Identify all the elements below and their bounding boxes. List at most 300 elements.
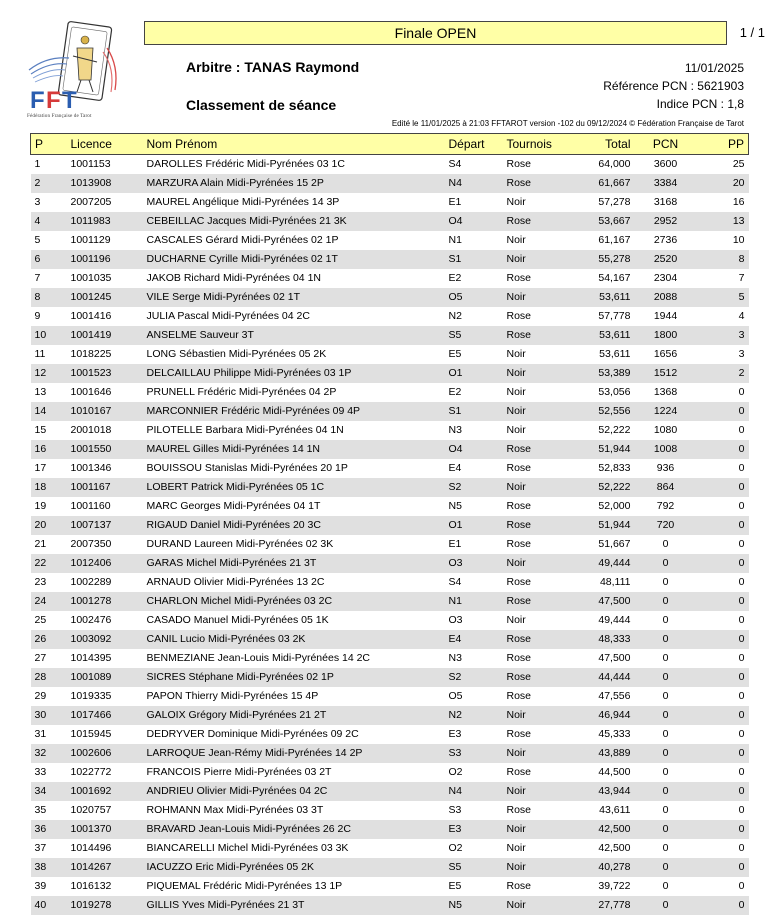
- cell-pp: 0: [738, 842, 745, 854]
- cell-pcn: 0: [662, 823, 669, 835]
- cell-position: 30: [34, 709, 47, 721]
- cell-depart: E4: [448, 462, 462, 474]
- cell-pp: 0: [738, 690, 745, 702]
- cell-depart: O4: [448, 215, 463, 227]
- cell-tournois: Noir: [506, 481, 526, 493]
- table-row: [31, 725, 749, 744]
- cell-tournois: Noir: [506, 823, 526, 835]
- classement-heading: Classement de séance: [186, 97, 337, 113]
- cell-position: 25: [34, 614, 47, 626]
- cell-position: 14: [34, 405, 47, 417]
- fftarot-logo: [27, 18, 125, 124]
- cell-position: 15: [34, 424, 47, 436]
- cell-pcn: 0: [662, 880, 669, 892]
- cell-depart: E3: [448, 823, 462, 835]
- cell-pp: 0: [738, 557, 745, 569]
- cell-total: 47,500: [598, 595, 631, 607]
- cell-total: 48,111: [599, 576, 631, 588]
- cell-total: 61,667: [598, 177, 631, 189]
- cell-tournois: Noir: [506, 291, 526, 303]
- cell-depart: E3: [448, 728, 462, 740]
- cell-licence: 1001370: [70, 823, 112, 835]
- table-row: [31, 687, 749, 706]
- cell-position: 3: [34, 196, 41, 208]
- cell-total: 47,556: [598, 690, 631, 702]
- cell-licence: 1001160: [70, 500, 111, 512]
- cell-pp: 0: [738, 595, 745, 607]
- cell-pp: 0: [738, 462, 745, 474]
- cell-tournois: Noir: [506, 424, 526, 436]
- cell-total: 52,222: [598, 424, 631, 436]
- cell-total: 52,222: [598, 481, 631, 493]
- cell-licence: 1001245: [70, 291, 112, 303]
- table-row: [31, 706, 749, 725]
- cell-name: GILLIS Yves Midi-Pyrénées 21 3T: [146, 899, 305, 911]
- cell-name: MARCONNIER Frédéric Midi-Pyrénées 09 4P: [146, 405, 361, 417]
- cell-position: 37: [34, 842, 47, 854]
- cell-total: 52,833: [598, 462, 631, 474]
- cell-name: CEBEILLAC Jacques Midi-Pyrénées 21 3K: [146, 215, 347, 227]
- cell-depart: S2: [448, 481, 462, 493]
- cell-pcn: 1512: [653, 367, 678, 379]
- cell-total: 57,278: [598, 196, 631, 208]
- cell-depart: S3: [448, 804, 462, 816]
- cell-depart: O4: [448, 443, 463, 455]
- cell-position: 7: [34, 272, 41, 284]
- cell-name: DURAND Laureen Midi-Pyrénées 02 3K: [146, 538, 334, 550]
- table-row: [31, 535, 749, 554]
- col-header-pcn: PCN: [635, 134, 697, 155]
- cell-name: CASCALES Gérard Midi-Pyrénées 02 1P: [146, 234, 339, 246]
- table-row: [31, 459, 749, 478]
- cell-pp: 0: [738, 519, 745, 531]
- cell-total: 47,500: [598, 652, 631, 664]
- cell-tournois: Rose: [506, 576, 532, 588]
- table-row: [31, 820, 749, 839]
- cell-name: LONG Sébastien Midi-Pyrénées 05 2K: [146, 348, 327, 360]
- cell-position: 17: [34, 462, 47, 474]
- cell-total: 51,944: [598, 443, 631, 455]
- cell-pcn: 864: [656, 481, 675, 493]
- cell-pp: 0: [738, 443, 745, 455]
- cell-pp: 0: [738, 671, 745, 683]
- cell-position: 4: [34, 215, 41, 227]
- cell-licence: 1001646: [70, 386, 112, 398]
- cell-pp: 0: [738, 861, 745, 873]
- cell-total: 57,778: [598, 310, 631, 322]
- table-row: [31, 782, 749, 801]
- cell-pcn: 792: [656, 500, 675, 512]
- cell-pp: 13: [732, 215, 745, 227]
- arbitre-line: Arbitre : TANAS Raymond: [186, 59, 360, 75]
- cell-pcn: 720: [656, 519, 675, 531]
- cell-position: 1: [34, 158, 41, 171]
- cell-licence: 1001550: [70, 443, 112, 455]
- cell-tournois: Noir: [506, 348, 526, 360]
- cell-depart: S5: [448, 861, 462, 873]
- cell-total: 64,000: [598, 158, 631, 171]
- cell-licence: 1001692: [70, 785, 112, 797]
- cell-depart: N2: [448, 709, 462, 721]
- cell-depart: N1: [448, 234, 462, 246]
- cell-depart: E5: [448, 880, 462, 892]
- cell-licence: 1013908: [70, 177, 112, 189]
- table-row: [31, 345, 749, 364]
- cell-name: PILOTELLE Barbara Midi-Pyrénées 04 1N: [146, 424, 344, 436]
- cell-position: 12: [34, 367, 47, 379]
- cell-total: 49,444: [598, 614, 631, 626]
- cell-pcn: 0: [662, 671, 669, 683]
- cell-tournois: Rose: [506, 652, 532, 664]
- cell-pp: 10: [732, 234, 745, 246]
- cell-total: 53,056: [598, 386, 631, 398]
- cell-pcn: 1800: [653, 329, 678, 341]
- cell-pcn: 0: [662, 804, 669, 816]
- cell-depart: O5: [448, 690, 463, 702]
- cell-licence: 1001196: [70, 253, 111, 265]
- cell-pp: 16: [732, 196, 745, 208]
- cell-licence: 2001018: [70, 424, 112, 436]
- cell-name: MAUREL Angélique Midi-Pyrénées 14 3P: [146, 196, 340, 208]
- cell-name: VILE Serge Midi-Pyrénées 02 1T: [146, 291, 300, 303]
- cell-pp: 0: [738, 424, 745, 436]
- cell-depart: O2: [448, 842, 463, 854]
- table-row: [31, 288, 749, 307]
- cell-licence: 1001167: [70, 481, 111, 493]
- cell-position: 18: [34, 481, 47, 493]
- cell-position: 2: [34, 177, 41, 189]
- table-row: [31, 478, 749, 497]
- cell-depart: N1: [448, 595, 462, 607]
- cell-tournois: Rose: [506, 310, 532, 322]
- table-row: [31, 592, 749, 611]
- cell-licence: 1001089: [70, 671, 112, 683]
- cell-tournois: Noir: [506, 234, 526, 246]
- cell-position: 19: [34, 500, 47, 512]
- cell-pcn: 2304: [653, 272, 678, 284]
- col-header-total: Total: [563, 134, 635, 155]
- cell-depart: N4: [448, 785, 462, 797]
- cell-licence: 1014496: [70, 842, 112, 854]
- cell-tournois: Noir: [506, 861, 526, 873]
- cell-licence: 1001129: [70, 234, 111, 246]
- table-row: [31, 763, 749, 782]
- cell-name: ROHMANN Max Midi-Pyrénées 03 3T: [146, 804, 324, 816]
- cell-licence: 1014395: [70, 652, 112, 664]
- cell-depart: E2: [448, 272, 462, 284]
- cell-licence: 1020757: [70, 804, 112, 816]
- cell-pp: 2: [738, 367, 745, 379]
- cell-pp: 0: [738, 823, 745, 835]
- cell-tournois: Noir: [506, 899, 526, 911]
- cell-depart: O3: [448, 614, 463, 626]
- cell-licence: 1003092: [70, 633, 112, 645]
- cell-pcn: 0: [662, 557, 669, 569]
- cell-total: 45,333: [598, 728, 631, 740]
- table-row: [31, 744, 749, 763]
- cell-licence: 1001523: [70, 367, 112, 379]
- cell-licence: 1022772: [70, 766, 112, 778]
- cell-tournois: Noir: [506, 405, 526, 417]
- cell-pcn: 0: [662, 766, 669, 778]
- cell-depart: O5: [448, 291, 463, 303]
- cell-name: LARROQUE Jean-Rémy Midi-Pyrénées 14 2P: [146, 747, 363, 759]
- cell-pcn: 0: [662, 614, 669, 626]
- cell-depart: E2: [448, 386, 462, 398]
- cell-tournois: Rose: [506, 500, 532, 512]
- cell-licence: 1001035: [70, 272, 112, 284]
- cell-depart: E1: [448, 196, 462, 208]
- cell-position: 8: [34, 291, 41, 303]
- cell-pcn: 1368: [653, 386, 678, 398]
- cell-name: RIGAUD Daniel Midi-Pyrénées 20 3C: [146, 519, 321, 531]
- cell-name: BOUISSOU Stanislas Midi-Pyrénées 20 1P: [146, 462, 348, 474]
- table-row: [31, 839, 749, 858]
- table-row: [31, 611, 749, 630]
- cell-position: 5: [34, 234, 41, 246]
- cell-pcn: 0: [662, 595, 669, 607]
- table-row: [31, 497, 749, 516]
- cell-position: 35: [34, 804, 47, 816]
- cell-licence: 1001419: [70, 329, 112, 341]
- cell-name: FRANCOIS Pierre Midi-Pyrénées 03 2T: [146, 766, 332, 778]
- cell-name: DEDRYVER Dominique Midi-Pyrénées 09 2C: [146, 728, 359, 740]
- cell-total: 39,722: [598, 880, 631, 892]
- cell-pp: 0: [738, 709, 745, 721]
- cell-position: 20: [34, 519, 47, 531]
- cell-name: BRAVARD Jean-Louis Midi-Pyrénées 26 2C: [146, 823, 351, 835]
- cell-pp: 7: [738, 272, 745, 284]
- cell-depart: S1: [448, 253, 462, 265]
- cell-pp: 8: [738, 253, 745, 265]
- table-row: [31, 250, 749, 269]
- cell-name: PIQUEMAL Frédéric Midi-Pyrénées 13 1P: [146, 880, 343, 892]
- svg-text:T: T: [62, 87, 77, 114]
- cell-licence: 1001278: [70, 595, 112, 607]
- cell-tournois: Rose: [506, 538, 532, 550]
- table-row: [31, 212, 749, 231]
- table-row: [31, 402, 749, 421]
- cell-pcn: 1656: [653, 348, 678, 360]
- table-row: [31, 649, 749, 668]
- cell-name: CHARLON Michel Midi-Pyrénées 03 2C: [146, 595, 333, 607]
- cell-name: DUCHARNE Cyrille Midi-Pyrénées 02 1T: [146, 253, 338, 265]
- cell-depart: S3: [448, 747, 462, 759]
- cell-tournois: Rose: [506, 728, 532, 740]
- cell-licence: 2007205: [70, 196, 112, 208]
- cell-pcn: 0: [662, 842, 669, 854]
- cell-pp: 0: [738, 880, 745, 892]
- col-header-pp: PP: [697, 134, 749, 155]
- cell-pp: 0: [738, 633, 745, 645]
- cell-pcn: 3384: [653, 177, 678, 189]
- cell-pcn: 0: [662, 861, 669, 873]
- cell-depart: N5: [448, 899, 462, 911]
- cell-total: 49,444: [598, 557, 631, 569]
- cell-pp: 5: [738, 291, 745, 303]
- cell-tournois: Rose: [506, 804, 532, 816]
- cell-licence: 1001346: [70, 462, 112, 474]
- cell-tournois: Noir: [506, 709, 526, 721]
- col-header-position: P: [31, 134, 67, 155]
- cell-depart: N5: [448, 500, 462, 512]
- table-row: [31, 801, 749, 820]
- svg-text:F: F: [30, 87, 45, 114]
- cell-total: 43,611: [599, 804, 631, 816]
- cell-name: JAKOB Richard Midi-Pyrénées 04 1N: [146, 272, 321, 284]
- cell-tournois: Rose: [506, 215, 532, 227]
- cell-position: 39: [34, 880, 47, 892]
- cell-depart: N3: [448, 424, 462, 436]
- cell-licence: 1016132: [70, 880, 112, 892]
- cell-depart: E5: [448, 348, 462, 360]
- cell-licence: 1002289: [70, 576, 112, 588]
- session-date: 11/01/2025: [684, 61, 744, 75]
- cell-tournois: Rose: [506, 329, 532, 341]
- table-row: [31, 858, 749, 877]
- cell-tournois: Rose: [506, 766, 532, 778]
- cell-name: JULIA Pascal Midi-Pyrénées 04 2C: [146, 310, 310, 322]
- cell-pp: 0: [738, 614, 745, 626]
- page-number: 1 / 1: [739, 25, 765, 40]
- table-row: [31, 364, 749, 383]
- cell-position: 36: [34, 823, 47, 835]
- cell-position: 9: [34, 310, 41, 322]
- cell-depart: O1: [448, 519, 463, 531]
- cell-total: 55,278: [598, 253, 631, 265]
- cell-pp: 4: [738, 310, 745, 322]
- cell-licence: 1007137: [70, 519, 112, 531]
- cell-licence: 1017466: [70, 709, 112, 721]
- cell-licence: 1019335: [70, 690, 112, 702]
- table-row: [31, 896, 749, 915]
- cell-depart: N4: [448, 177, 462, 189]
- cell-pp: 0: [738, 481, 745, 493]
- cell-position: 34: [34, 785, 47, 797]
- cell-position: 38: [34, 861, 47, 873]
- cell-position: 29: [34, 690, 47, 702]
- cell-name: DAROLLES Frédéric Midi-Pyrénées 03 1C: [146, 158, 345, 171]
- cell-position: 22: [34, 557, 47, 569]
- cell-total: 44,444: [598, 671, 631, 683]
- col-header-tournois: Tournois: [503, 134, 563, 155]
- cell-depart: S4: [448, 158, 462, 171]
- table-row: [31, 554, 749, 573]
- cell-total: 51,667: [598, 538, 631, 550]
- table-row: [31, 630, 749, 649]
- cell-pcn: 0: [662, 652, 669, 664]
- cell-total: 52,556: [598, 405, 631, 417]
- cell-pp: 3: [738, 348, 745, 360]
- cell-depart: O1: [448, 367, 463, 379]
- table-row: [31, 193, 749, 212]
- table-row: [31, 231, 749, 250]
- cell-pcn: 2520: [653, 253, 678, 265]
- cell-depart: O2: [448, 766, 463, 778]
- cell-pcn: 3600: [653, 158, 678, 171]
- cell-licence: 1002606: [70, 747, 112, 759]
- cell-licence: 1002476: [70, 614, 112, 626]
- cell-total: 27,778: [598, 899, 631, 911]
- cell-pp: 20: [732, 177, 745, 189]
- cell-name: BENMEZIANE Jean-Louis Midi-Pyrénées 14 2C: [146, 652, 371, 664]
- cell-pp: 0: [738, 804, 745, 816]
- cell-total: 53,611: [599, 348, 631, 360]
- cell-pcn: 936: [656, 462, 675, 474]
- cell-depart: E4: [448, 633, 462, 645]
- cell-total: 43,944: [598, 785, 631, 797]
- cell-tournois: Noir: [506, 747, 526, 759]
- cell-licence: 2007350: [70, 538, 112, 550]
- cell-total: 42,500: [598, 842, 631, 854]
- cell-total: 43,889: [598, 747, 631, 759]
- cell-pcn: 2736: [653, 234, 678, 246]
- cell-licence: 1001153: [70, 158, 111, 171]
- cell-licence: 1019278: [70, 899, 112, 911]
- cell-pp: 0: [738, 405, 745, 417]
- table-row: [31, 440, 749, 459]
- cell-tournois: Rose: [506, 272, 532, 284]
- cell-tournois: Noir: [506, 614, 526, 626]
- cell-tournois: Noir: [506, 842, 526, 854]
- cell-licence: 1015945: [70, 728, 112, 740]
- cell-position: 32: [34, 747, 47, 759]
- cell-pp: 0: [738, 652, 745, 664]
- cell-depart: N3: [448, 652, 462, 664]
- cell-name: ANSELME Sauveur 3T: [146, 329, 254, 341]
- cell-total: 54,167: [598, 272, 631, 284]
- col-header-name: Nom Prénom: [143, 134, 445, 155]
- cell-tournois: Rose: [506, 595, 532, 607]
- cell-position: 16: [34, 443, 47, 455]
- col-header-licence: Licence: [67, 134, 143, 155]
- cell-pp: 0: [738, 766, 745, 778]
- cell-pcn: 3168: [653, 196, 678, 208]
- cell-total: 53,611: [599, 291, 631, 303]
- cell-pcn: 0: [662, 538, 669, 550]
- cell-tournois: Rose: [506, 633, 532, 645]
- table-row: [31, 269, 749, 288]
- cell-name: CANIL Lucio Midi-Pyrénées 03 2K: [146, 633, 306, 645]
- competition-title-box: [144, 21, 727, 45]
- cell-depart: S5: [448, 329, 462, 341]
- cell-tournois: Noir: [506, 785, 526, 797]
- cell-position: 28: [34, 671, 47, 683]
- cell-tournois: Rose: [506, 158, 532, 171]
- cell-pcn: 0: [662, 690, 669, 702]
- table-row: [31, 668, 749, 687]
- competition-title: Finale OPEN: [394, 25, 477, 41]
- cell-position: 6: [34, 253, 41, 265]
- cell-total: 61,167: [598, 234, 631, 246]
- cell-pp: 0: [738, 538, 745, 550]
- cell-pcn: 1080: [653, 424, 678, 436]
- table-row: [31, 155, 749, 174]
- cell-pcn: 1008: [653, 443, 678, 455]
- cell-depart: O3: [448, 557, 463, 569]
- cell-tournois: Noir: [506, 386, 526, 398]
- table-row: [31, 383, 749, 402]
- cell-tournois: Rose: [506, 519, 532, 531]
- cell-name: LOBERT Patrick Midi-Pyrénées 05 1C: [146, 481, 325, 493]
- svg-text:F: F: [46, 87, 61, 114]
- cell-depart: N2: [448, 310, 462, 322]
- cell-licence: 1012406: [70, 557, 112, 569]
- cell-tournois: Noir: [506, 196, 526, 208]
- cell-total: 53,667: [598, 215, 631, 227]
- cell-total: 48,333: [598, 633, 631, 645]
- cell-position: 23: [34, 576, 47, 588]
